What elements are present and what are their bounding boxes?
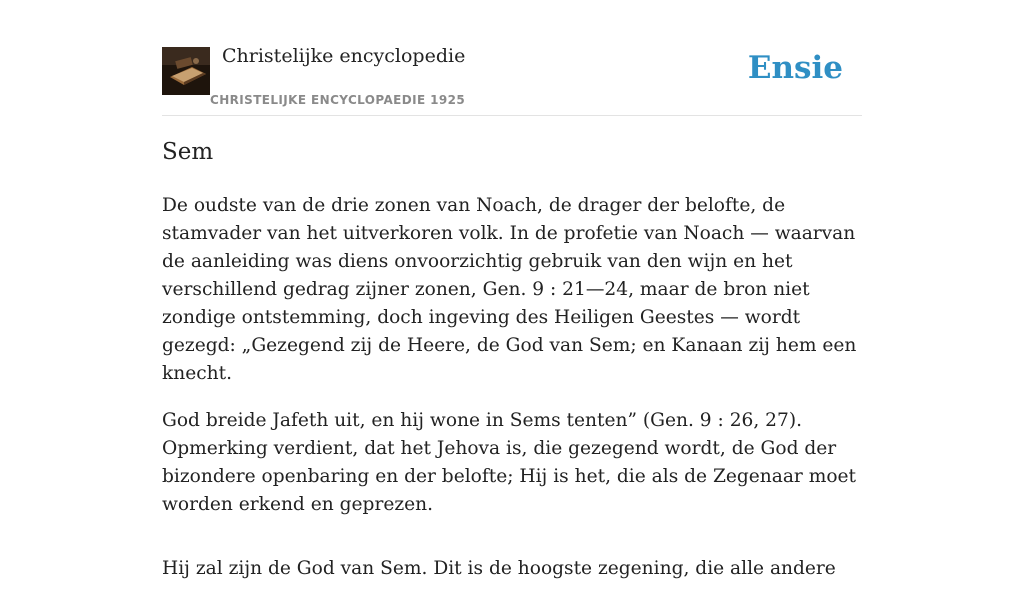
article-body bbox=[162, 192, 866, 602]
publication-avatar[interactable] bbox=[162, 47, 210, 95]
site-header bbox=[162, 0, 862, 116]
article-paragraph: God breide Jafeth uit, en hij wone in Sems tenten” (Gen. 9 : 26, 27). Opmerking verdient, dat het Jehova is, die gezegend wordt, de God der bizondere openbaring en der belofte; Hij is het, die als de Zegenaar moet worden erkend en geprezen. bbox=[162, 410, 857, 515]
site-subtitle[interactable]: CHRISTELIJKE ENCYCLOPAEDIE 1925 bbox=[210, 93, 466, 107]
article-paragraph: De oudste van de drie zonen van Noach, de drager der belofte, de stamvader van het uitverkoren volk. In de profetie van Noach — waarvan de aanleiding was diens onvoorzichtig gebruik van den wijn en het verschillend gedrag zijner zonen, Gen. 9 : 21—24, maar de bron niet zondige ontstemming, doch ingeving des Heiligen Geestes — wordt gezegd: „Gezegend zij de Heere, de God van Sem; en Kanaan zij hem een knecht. bbox=[162, 195, 857, 384]
site-title[interactable]: Christelijke encyclopedie bbox=[222, 45, 466, 67]
article-title: Sem bbox=[162, 139, 214, 165]
book-photo-icon bbox=[162, 47, 210, 95]
ensie-logo-link[interactable]: Ensie bbox=[747, 50, 843, 86]
article-paragraph: Hij zal zijn de God van Sem. Dit is de hoogste zegening, die alle andere bbox=[162, 558, 836, 579]
page-container bbox=[162, 0, 862, 579]
